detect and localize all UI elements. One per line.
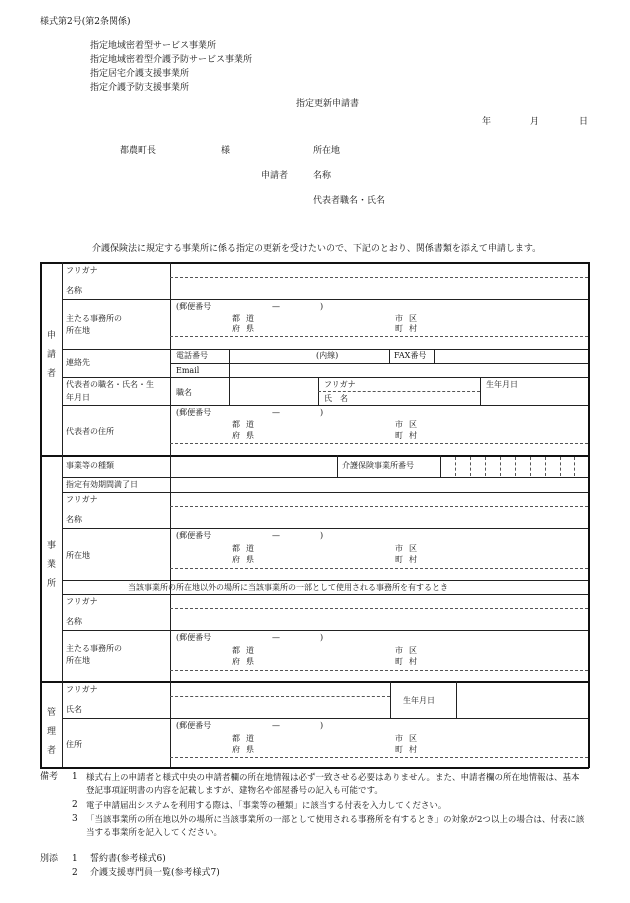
other-main-office-label-1: 主たる事務所の (66, 644, 122, 653)
office-pref-ken: 県 (246, 555, 260, 564)
other-city-machi: 町 (395, 657, 409, 666)
ext-label: (内線) (316, 351, 339, 360)
postal-close: ) (320, 302, 324, 311)
rep-furigana-label: フリガナ (324, 380, 356, 389)
email-label: Email (176, 366, 200, 375)
applicant-name-label: 名称 (313, 171, 332, 181)
office-postal-label: (郵便番号 (176, 531, 212, 540)
manager-name-label: 氏名 (66, 705, 82, 714)
city-machi: 町 (395, 324, 409, 333)
section-applicant: 申請者 (45, 330, 55, 387)
main-office-label-1: 主たる事務所の (66, 314, 122, 323)
rep-title-name-label: 代表者の職名・氏名・生 (66, 380, 154, 389)
note-2-number: 2 (72, 800, 78, 810)
rep-pref-dou: 道 (246, 420, 260, 429)
rep-pref-ken: 県 (246, 431, 260, 440)
office-furigana-label: フリガナ (66, 495, 98, 504)
pref-dou: 道 (246, 314, 260, 323)
manager-postal-close: ) (320, 721, 324, 730)
applicant-address-label: 所在地 (313, 146, 341, 156)
note-3-text: 「当該事業所の所在地以外の場所に当該事業所の一部として使用される事務所を有するとき」の対象が2つ以上の場合は、付表に該当する事業所を記入してください。 (86, 815, 585, 839)
rep-city-machi: 町 (395, 431, 409, 440)
office-postal-dash: — (272, 531, 280, 540)
attachment-2-number: 2 (72, 868, 78, 878)
rep-postal-dash: — (272, 408, 280, 417)
other-city-shi: 市 (395, 646, 409, 655)
intro-text: 介護保険法に規定する事業所に係る指定の更新を受けたいので、下記のとおり、関係書類を添えて申請します。 (92, 244, 542, 254)
rep-city-mura: 村 (409, 431, 423, 440)
addressee-1: 指定地域密着型サービス事業所 (90, 41, 217, 51)
rep-birth-label: 年月日 (66, 393, 90, 402)
other-place-heading: 当該事業所の所在地以外の場所に当該事業所の一部として使用される事務所を有するとき (128, 583, 448, 592)
recipient-honorific: 様 (221, 146, 231, 156)
postal-dash: — (272, 302, 280, 311)
addressee-4: 指定介護予防支援事業所 (90, 83, 190, 93)
manager-city-mura: 村 (409, 745, 423, 754)
rep-birthday-label: 生年月日 (486, 380, 518, 389)
rep-pref-fu: 府 (232, 431, 246, 440)
office-pref-to: 都 (232, 544, 246, 553)
section-office: 事業所 (45, 540, 55, 597)
other-furigana-label: フリガナ (66, 597, 98, 606)
ins-no-label: 介護保険事業所番号 (342, 461, 414, 470)
note-2-text: 電子申請届出システムを利用する際は、「事業等の種類」に該当する付表を入力してください。 (86, 801, 447, 811)
applicant-furigana-label: フリガナ (66, 266, 98, 275)
other-pref-fu: 府 (232, 657, 246, 666)
date-year: 年 (482, 117, 492, 127)
note-1-number: 1 (72, 772, 78, 782)
other-main-office-label-2: 所在地 (66, 656, 90, 665)
other-pref-dou: 道 (246, 646, 260, 655)
office-postal-close: ) (320, 531, 324, 540)
city-mura: 村 (409, 324, 423, 333)
office-city-ku: 区 (409, 544, 423, 553)
city-ku: 区 (409, 314, 423, 323)
city-shi: 市 (395, 314, 409, 323)
postal-label: (郵便番号 (176, 302, 212, 311)
page-title: 指定更新申請書 (296, 99, 360, 109)
contact-label: 連絡先 (66, 358, 90, 367)
applicant-label: 申請者 (261, 171, 289, 181)
rep-city-shi: 市 (395, 420, 409, 429)
manager-postal-label: (郵便番号 (176, 721, 212, 730)
attachment-2-text: 介護支援専門員一覧(参考様式7) (90, 868, 220, 878)
rep-title-label: 職名 (176, 388, 192, 397)
manager-birthday-label: 生年月日 (403, 696, 435, 705)
expiry-label: 指定有効期間満了日 (66, 480, 138, 489)
rep-postal-close: ) (320, 408, 324, 417)
other-postal-close: ) (320, 633, 324, 642)
rep-shimei-label: 氏 名 (324, 394, 348, 403)
office-name-label: 名称 (66, 515, 82, 524)
main-office-label-2: 所在地 (66, 326, 90, 335)
pref-fu: 府 (232, 324, 246, 333)
tel-label: 電話番号 (176, 351, 208, 360)
rep-address-label: 代表者の住所 (66, 427, 114, 436)
attachment-1-number: 1 (72, 854, 78, 864)
notes-label: 備考 (40, 772, 59, 782)
kind-label: 事業等の種類 (66, 461, 114, 470)
office-city-machi: 町 (395, 555, 409, 564)
manager-city-shi: 市 (395, 734, 409, 743)
manager-pref-fu: 府 (232, 745, 246, 754)
office-location-label: 所在地 (66, 551, 90, 560)
manager-pref-to: 都 (232, 734, 246, 743)
date-month: 月 (530, 117, 540, 127)
note-3-number: 3 (72, 814, 78, 824)
office-pref-dou: 道 (246, 544, 260, 553)
manager-furigana-label: フリガナ (66, 685, 98, 694)
office-city-mura: 村 (409, 555, 423, 564)
rep-pref-to: 都 (232, 420, 246, 429)
other-city-ku: 区 (409, 646, 423, 655)
other-pref-ken: 県 (246, 657, 260, 666)
manager-city-ku: 区 (409, 734, 423, 743)
form-number: 様式第2号(第2条関係) (40, 17, 131, 27)
note-1-text: 様式右上の申請者と様式中央の申請者欄の所在地情報は必ず一致させる必要はありません。また、申請者欄の所在地情報は、基本 登記事項証明書の内容を記載しますが、建物名や部屋番号の記入も可能です。 (86, 773, 580, 797)
applicant-name-cell-label: 名称 (66, 286, 82, 295)
section-manager: 管理者 (45, 707, 55, 764)
recipient: 都農町長 (120, 146, 157, 156)
other-name-label: 名称 (66, 617, 82, 626)
rep-city-ku: 区 (409, 420, 423, 429)
manager-pref-ken: 県 (246, 745, 260, 754)
manager-city-machi: 町 (395, 745, 409, 754)
manager-address-label: 住所 (66, 740, 82, 749)
date-day: 日 (579, 117, 589, 127)
manager-pref-dou: 道 (246, 734, 260, 743)
rep-postal-label: (郵便番号 (176, 408, 212, 417)
other-pref-to: 都 (232, 646, 246, 655)
pref-ken: 県 (246, 324, 260, 333)
office-city-shi: 市 (395, 544, 409, 553)
other-postal-dash: — (272, 633, 280, 642)
addressee-3: 指定居宅介護支援事業所 (90, 69, 190, 79)
fax-label: FAX番号 (394, 351, 427, 360)
office-pref-fu: 府 (232, 555, 246, 564)
other-postal-label: (郵便番号 (176, 633, 212, 642)
other-city-mura: 村 (409, 657, 423, 666)
attachment-1-text: 誓約書(参考様式6) (90, 854, 166, 864)
addressee-2: 指定地域密着型介護予防サービス事業所 (90, 55, 253, 65)
pref-to: 都 (232, 314, 246, 323)
manager-postal-dash: — (272, 721, 280, 730)
attachments-label: 別添 (40, 854, 59, 864)
applicant-rep-label: 代表者職名・氏名 (313, 196, 386, 206)
